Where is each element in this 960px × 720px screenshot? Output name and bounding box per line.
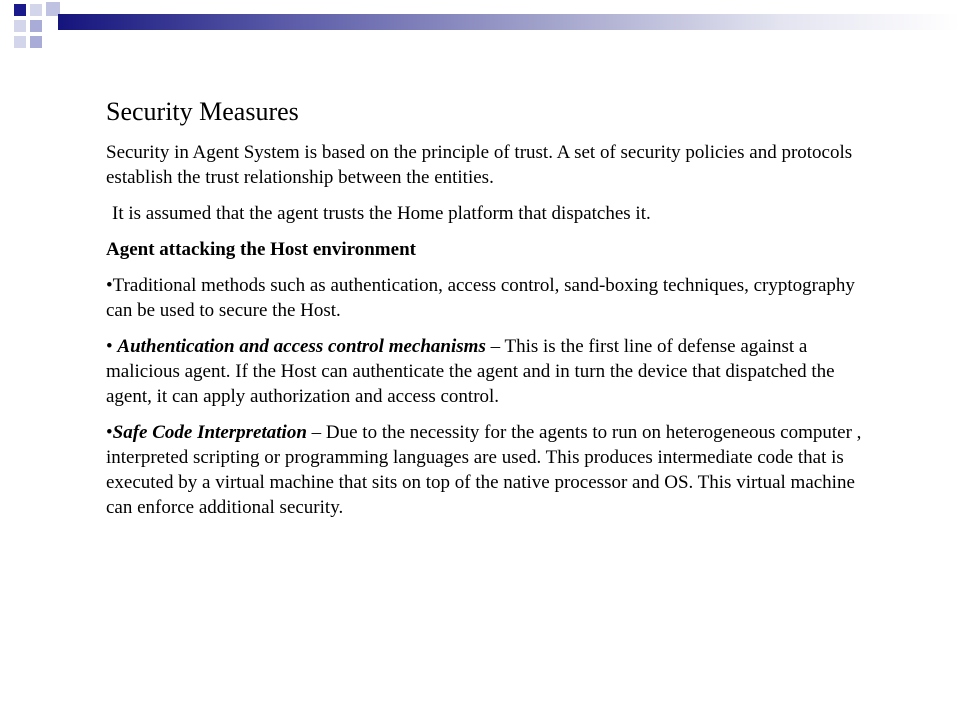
deco-square <box>30 20 42 32</box>
bullet-marker: • <box>106 422 113 443</box>
slide-title: Security Measures <box>106 97 299 126</box>
deco-square <box>14 4 26 16</box>
assumption-paragraph: It is assumed that the agent trusts the Home platform that dispatches it. <box>112 203 651 224</box>
bullet-text: – This is the first line of defense against a malicious agent. If the Host can authenticate the agent and in turn the device that dispatched the agent, it can apply authorization and access control. <box>106 336 835 407</box>
bullet-term: Safe Code Interpretation <box>112 422 307 443</box>
bullet-text: – Due to the necessity for the agents to run on heterogeneous computer , interpreted scripting or programming languages are used. This produces intermediate code that is executed by a virtual machine that sits on top of the native processor and OS. This virtual machine can enforce additional security. <box>106 422 862 518</box>
deco-square <box>14 20 26 32</box>
intro-paragraph: Security in Agent System is based on the principle of trust. A set of security policies and protocols establish the trust relationship between the entities. <box>106 142 853 188</box>
section-heading: Agent attacking the Host environment <box>106 239 416 260</box>
deco-square <box>30 36 42 48</box>
bullet-term: Authentication and access control mechanisms <box>117 336 486 357</box>
deco-square <box>30 4 42 16</box>
bullet-authentication <box>106 334 866 409</box>
slide-body <box>106 96 866 531</box>
bullet-safe-code <box>106 420 866 520</box>
bullet-marker: • <box>106 336 118 357</box>
deco-square <box>14 36 26 48</box>
bullet-traditional-methods: •Traditional methods such as authentication, access control, sand-boxing techniques, cryptography can be used to secure the Host. <box>106 275 855 321</box>
header-decoration <box>0 0 960 60</box>
header-gradient-bar <box>58 14 960 30</box>
